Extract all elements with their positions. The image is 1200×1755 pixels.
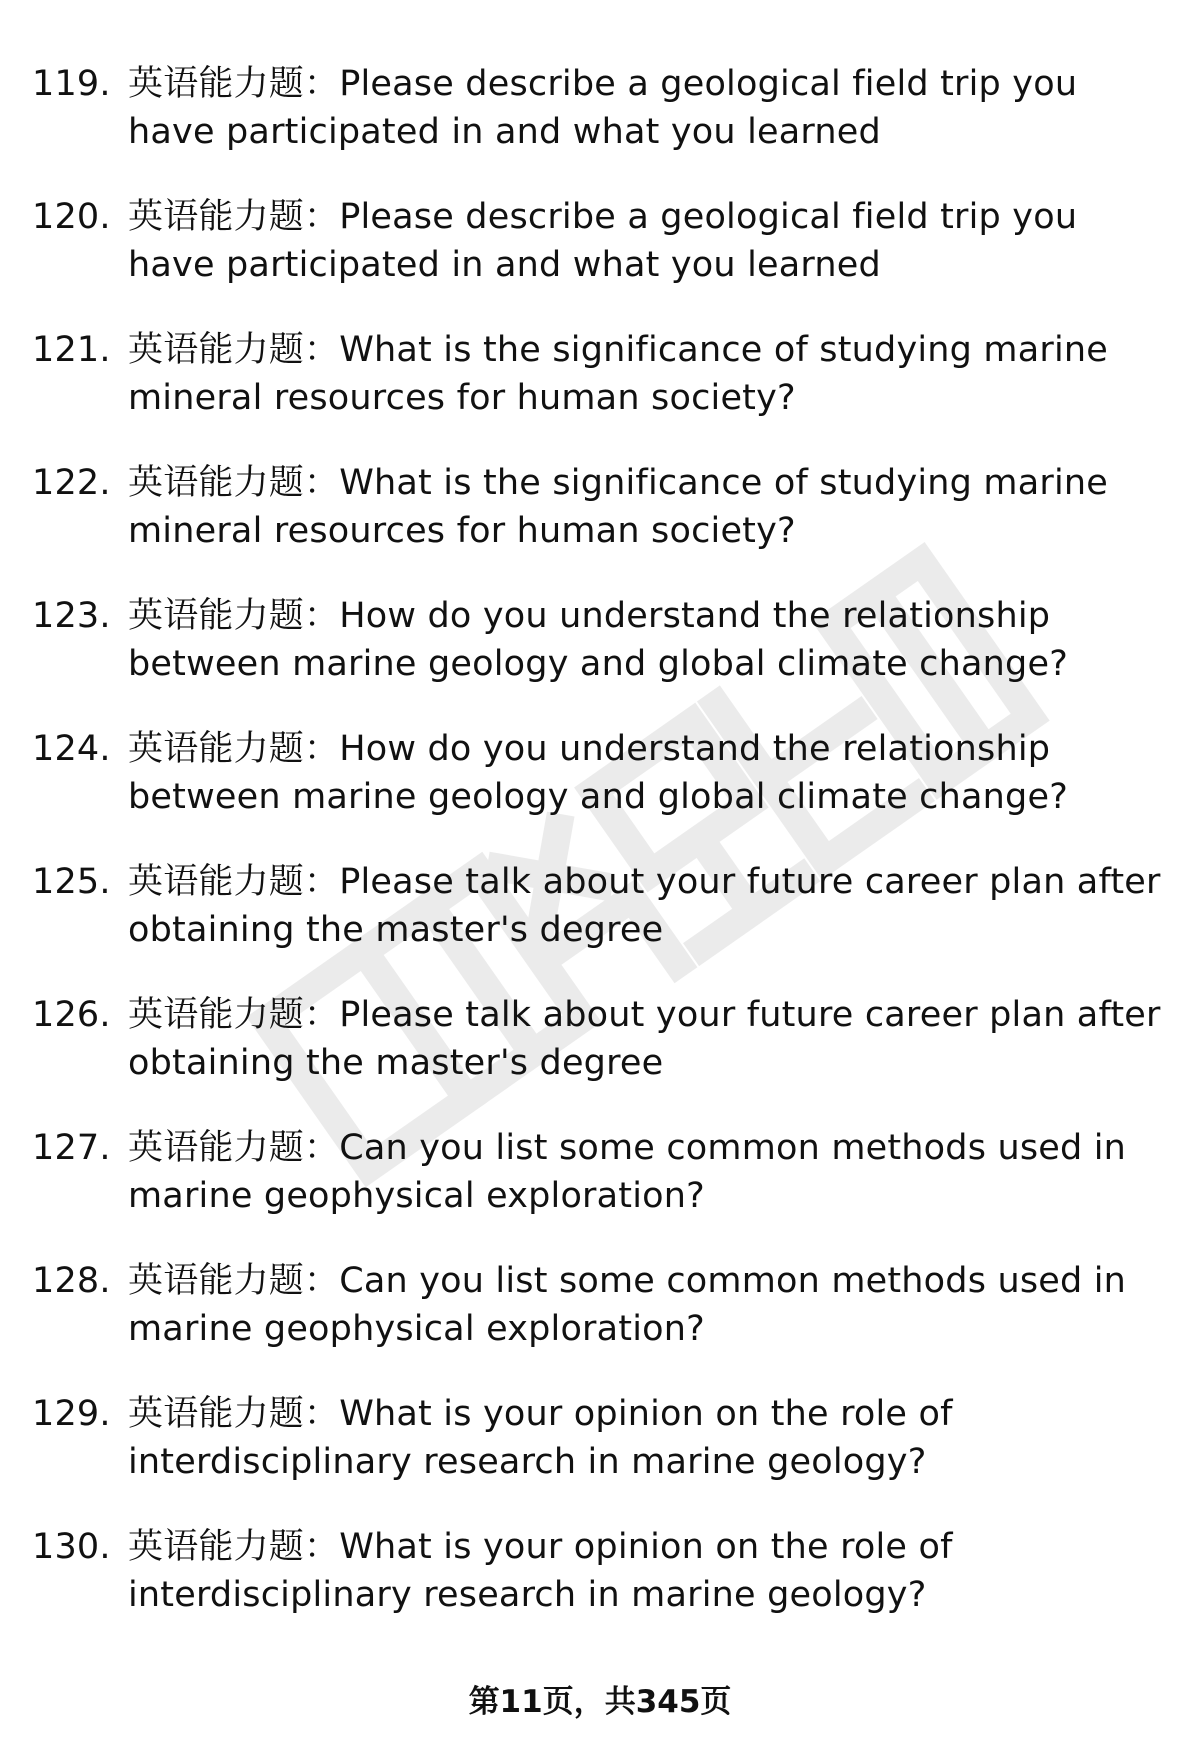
list-item — [32, 725, 1172, 858]
question-text: 英语能力题：Please describe a geological field trip you have participated in and what you learned — [128, 197, 1078, 285]
list-item — [32, 592, 1172, 725]
question-text: 英语能力题：Can you list some common methods used in marine geophysical exploration? — [128, 1128, 1127, 1216]
question-number: 121. — [32, 330, 111, 370]
list-item — [32, 1124, 1172, 1257]
question-text: 英语能力题：What is your opinion on the role of interdisciplinary research in marine geology? — [128, 1527, 953, 1615]
question-text: 英语能力题：What is the significance of studying marine mineral resources for human society? — [128, 463, 1108, 551]
question-number: 130. — [32, 1527, 111, 1567]
list-item — [32, 326, 1172, 459]
question-number: 120. — [32, 197, 111, 237]
question-text: 英语能力题：How do you understand the relationship between marine geology and global climate change? — [128, 729, 1068, 817]
list-item — [32, 60, 1172, 193]
question-number: 122. — [32, 463, 111, 503]
question-text: 英语能力题：Please talk about your future career plan after obtaining the master's degree — [128, 995, 1161, 1083]
question-number: 126. — [32, 995, 111, 1035]
question-list — [32, 60, 1172, 1656]
question-text: 英语能力题：Can you list some common methods used in marine geophysical exploration? — [128, 1261, 1127, 1349]
question-number: 128. — [32, 1261, 111, 1301]
question-text: 英语能力题：Please talk about your future career plan after obtaining the master's degree — [128, 862, 1161, 950]
question-number: 127. — [32, 1128, 111, 1168]
list-item — [32, 1257, 1172, 1390]
list-item — [32, 991, 1172, 1124]
list-item — [32, 459, 1172, 592]
question-number: 119. — [32, 64, 111, 104]
question-number: 124. — [32, 729, 111, 769]
list-item — [32, 1390, 1172, 1523]
question-text: 英语能力题：What is the significance of studying marine mineral resources for human society? — [128, 330, 1108, 418]
question-text: 英语能力题：Please describe a geological field trip you have participated in and what you learned — [128, 64, 1078, 152]
page-footer: 第11页，共345页 — [468, 1684, 732, 1720]
question-number: 129. — [32, 1394, 111, 1434]
question-number: 125. — [32, 862, 111, 902]
question-text: 英语能力题：What is your opinion on the role of interdisciplinary research in marine geology? — [128, 1394, 953, 1482]
list-item — [32, 858, 1172, 991]
list-item — [32, 193, 1172, 326]
question-text: 英语能力题：How do you understand the relationship between marine geology and global climate change? — [128, 596, 1068, 684]
question-number: 123. — [32, 596, 111, 636]
list-item — [32, 1523, 1172, 1656]
